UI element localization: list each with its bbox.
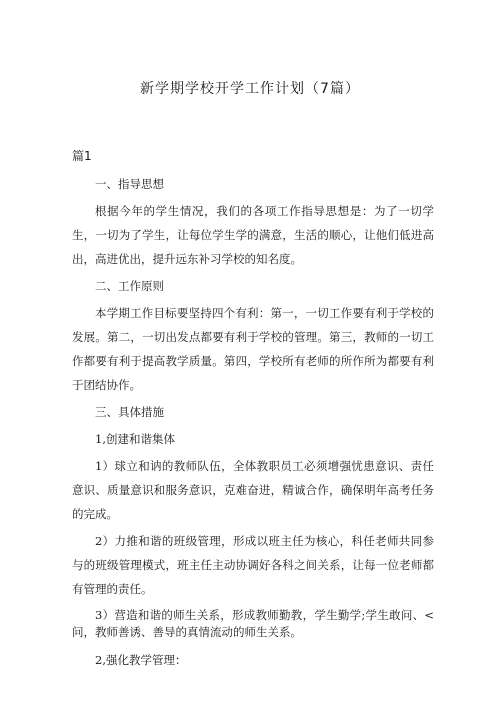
section-heading-work-principles: 二、工作原则 [95, 279, 164, 293]
document-title: 新学期学校开学工作计划（7篇） [140, 81, 360, 97]
item-paragraph-class-management: 2）力推和谐的班级管理，形成以班主任为核心，科任老师共同参与的班级管理模式，班主任主动协调好各科之间关系，让每一位老师都有管理的责任。 [72, 534, 434, 596]
item-paragraph-teacher-student: 3）营造和谐的师生关系，形成教师勤教，学生勤学;学生敢问、<问，教师善诱、善导的真情流动的师生关系。 [72, 608, 434, 639]
section-paragraph-work-principles: 本学期工作目标要坚持四个有利：第一，一切工作要有利于学校的发展。第二，一切出发点都要有利于学校的管理。第三，教师的一切工作都要有利于提高教学质量。第四，学校所有老师的所作所为都要有利于团结协作。 [72, 306, 434, 392]
item-heading-harmonious-collective: 1,创建和谐集体 [95, 432, 175, 446]
document-body [72, 172, 434, 675]
item-heading-teaching-management: 2,强化教学管理： [95, 653, 187, 667]
section-heading-guiding-ideology: 一、指导思想 [95, 177, 164, 191]
part-label: 篇1 [72, 149, 92, 163]
section-heading-specific-measures: 三、具体措施 [95, 405, 164, 419]
section-paragraph-guiding-ideology: 根据今年的学生情况，我们的各项工作指导思想是：为了一切学生，一切为了学生，让每位学生学的满意，生活的顺心，让他们低进高出，高进优出，提升远东补习学校的知名度。 [72, 204, 434, 266]
item-paragraph-teacher-team: 1）球立和讷的教师队伍，全体教职员工必须增强忧患意识、责任意识、质量意识和服务意识，克难奋进，精诚合作，确保明年高考任务的完成。 [72, 459, 434, 521]
